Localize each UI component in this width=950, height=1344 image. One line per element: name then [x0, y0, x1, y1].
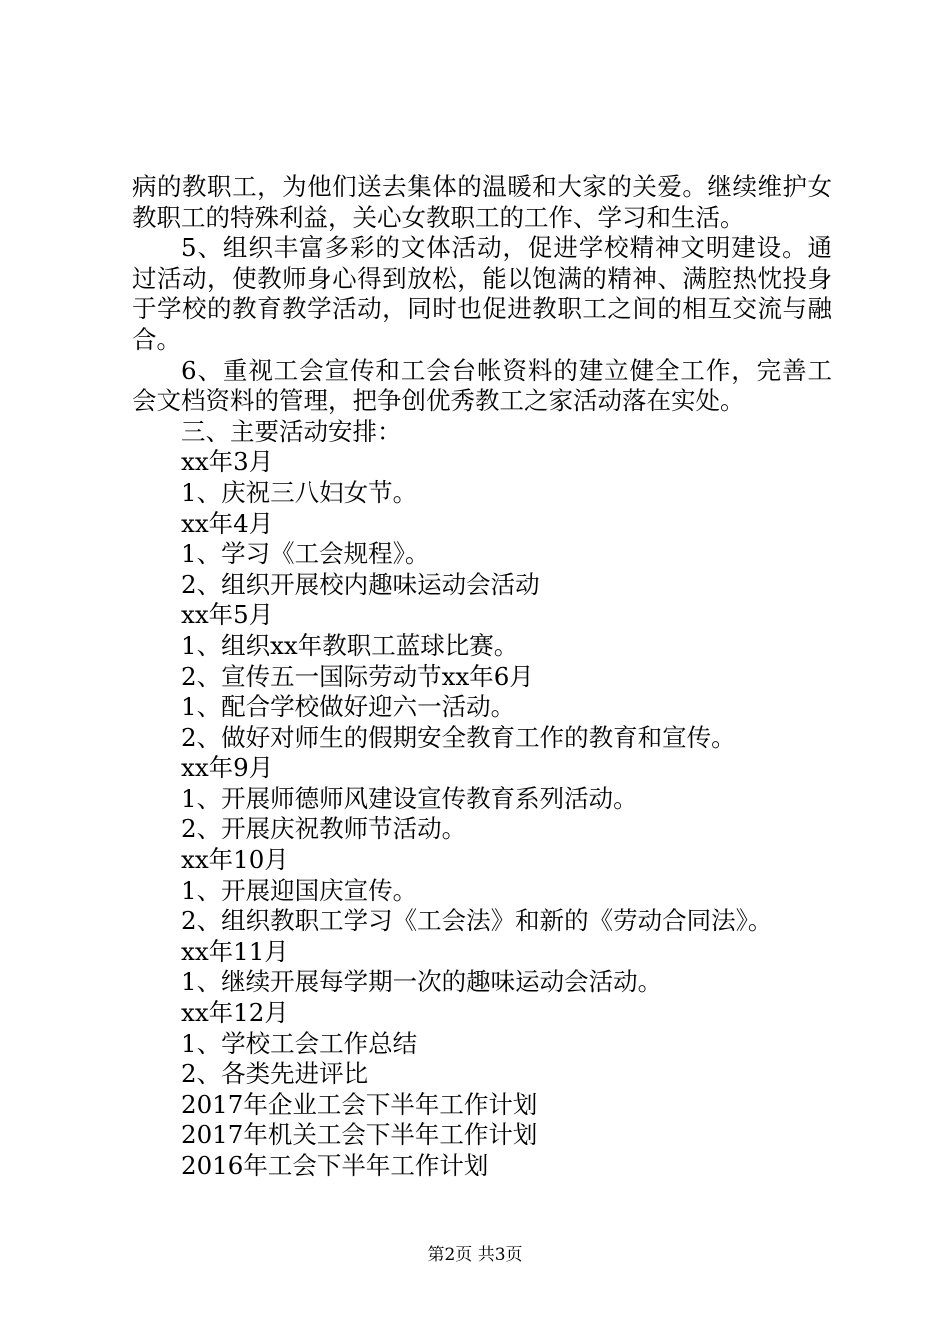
- list-item: 1、学校工会工作总结: [181, 1028, 418, 1058]
- paragraph: 5、组织丰富多彩的文体活动，促进学校精神文明建设。通过活动，使教师身心得到放松，能以饱满的精神、满腔热忱投身于学校的教育教学活动，同时也促进教职工之间的相互交流与融合。: [132, 233, 832, 354]
- section-heading: 三、主要活动安排：: [181, 416, 402, 446]
- list-item: 1、庆祝三八妇女节。: [181, 477, 418, 507]
- list-item: 2、做好对师生的假期安全教育工作的教育和宣传。: [181, 722, 736, 752]
- month-heading: xx年10月: [181, 845, 289, 875]
- month-heading: xx年9月: [181, 753, 274, 783]
- list-item: 1、继续开展每学期一次的趣味运动会活动。: [181, 967, 663, 997]
- related-title: 2016年工会下半年工作计划: [181, 1151, 489, 1180]
- month-heading: xx年4月: [181, 508, 274, 538]
- list-item: 2、开展庆祝教师节活动。: [181, 814, 467, 844]
- list-item: 2、组织教职工学习《工会法》和新的《劳动合同法》。: [181, 906, 773, 936]
- list-item: 1、配合学校做好迎六一活动。: [181, 692, 516, 722]
- list-item: 1、开展迎国庆宣传。: [181, 875, 418, 905]
- paragraph: 病的教职工，为他们送去集体的温暖和大家的关爱。继续维护女教职工的特殊利益，关心女教职工的工作、学习和生活。: [132, 172, 832, 232]
- related-title: 2017年企业工会下半年工作计划: [181, 1089, 538, 1119]
- month-heading: xx年5月: [181, 600, 274, 630]
- document-body: [132, 172, 832, 1182]
- related-title: 2017年机关工会下半年工作计划: [181, 1120, 538, 1150]
- month-heading: xx年3月: [181, 447, 274, 477]
- paragraph: 6、重视工会宣传和工会台帐资料的建立健全工作，完善工会文档资料的管理，把争创优秀教工之家活动落在实处。: [132, 355, 832, 416]
- list-item: 1、开展师德师风建设宣传教育系列活动。: [181, 783, 638, 813]
- month-heading: xx年11月: [181, 936, 289, 966]
- list-item: 1、组织xx年教职工蓝球比赛。: [181, 630, 519, 660]
- month-heading: xx年12月: [181, 998, 289, 1028]
- page-number-footer: 第2页 共3页: [427, 1245, 523, 1265]
- list-item: 2、组织开展校内趣味运动会活动: [181, 569, 540, 599]
- list-item: 2、宣传五一国际劳动节xx年6月: [181, 661, 534, 691]
- list-item: 2、各类先进评比: [181, 1059, 369, 1089]
- list-item: 1、学习《工会规程》。: [181, 539, 430, 569]
